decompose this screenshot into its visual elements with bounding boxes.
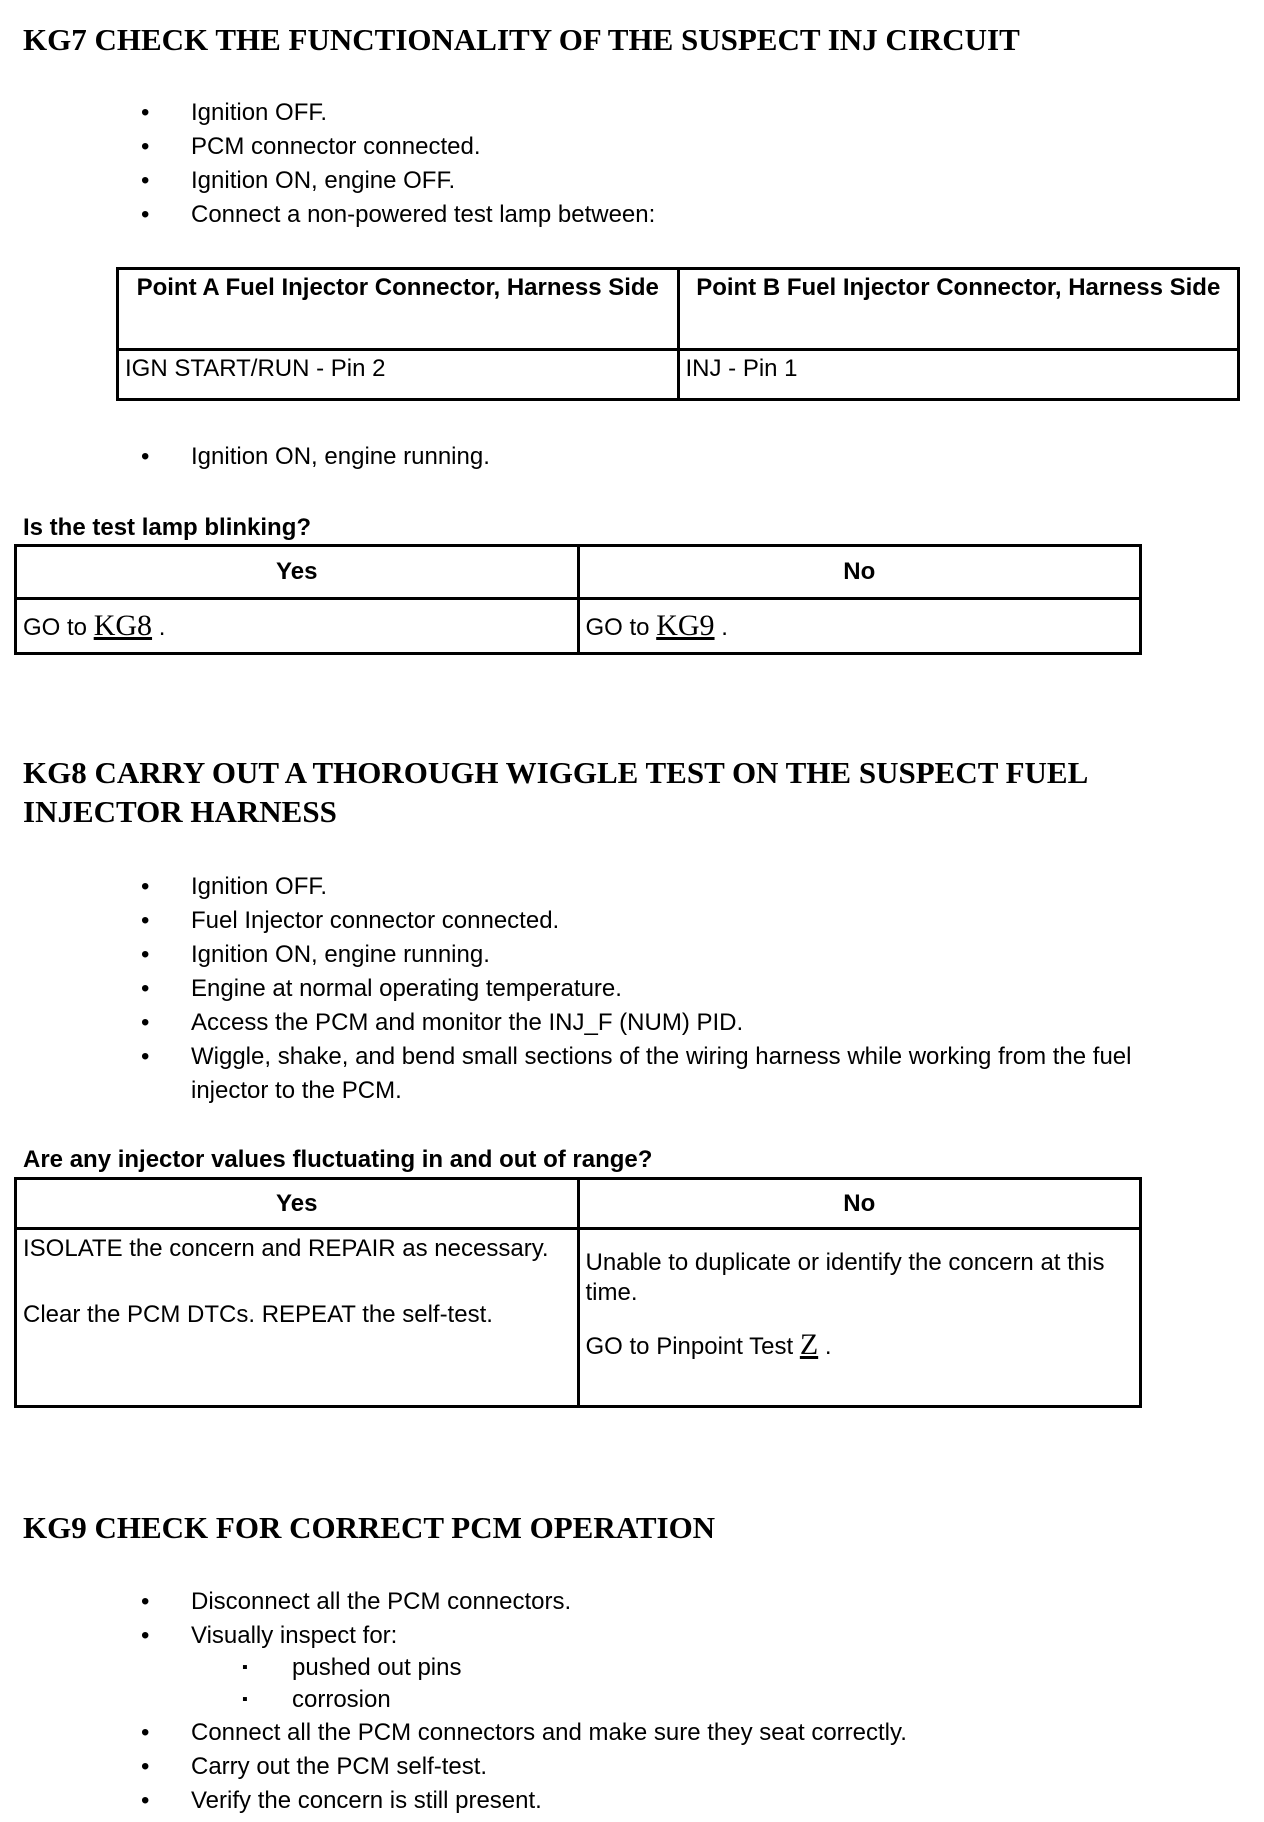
list-item: • Fuel Injector connector connected.: [0, 904, 1264, 938]
kg8-link[interactable]: KG8: [93, 609, 153, 642]
no-text: GO to: [585, 614, 650, 641]
list-item: • Visually inspect for:: [0, 1619, 1264, 1652]
point-a-header: Point A Fuel Injector Connector, Harness Side: [118, 269, 679, 350]
kg9-steps: [0, 1585, 1264, 1818]
no-header: No: [578, 1179, 1141, 1229]
yes-header: Yes: [16, 546, 579, 599]
list-item: • Ignition OFF.: [0, 870, 1264, 904]
kg7-answer-table: [14, 544, 1142, 655]
point-a-value: IGN START/RUN - Pin 2: [118, 350, 679, 400]
yes-header: Yes: [16, 1179, 579, 1229]
sub-list-item: ▪ corrosion: [0, 1684, 1264, 1716]
punct: .: [824, 1333, 832, 1360]
kg9-link[interactable]: KG9: [656, 609, 715, 642]
pinpoint-z-link[interactable]: Z: [799, 1328, 819, 1361]
list-item: • Verify the concern is still present.: [0, 1784, 1264, 1818]
kg8-answer-table: [14, 1177, 1142, 1408]
list-item: • Connect all the PCM connectors and make sure they seat correctly.: [0, 1716, 1264, 1750]
list-item: • PCM connector connected.: [0, 130, 1264, 164]
punct: .: [158, 614, 166, 641]
list-item: • Ignition ON, engine OFF.: [0, 164, 1264, 198]
kg8-heading: KG8 CARRY OUT A THOROUGH WIGGLE TEST ON THE SUSPECT FUEL INJECTOR HARNESS: [23, 755, 1087, 829]
no-header: No: [578, 546, 1141, 599]
list-item: • Ignition ON, engine running.: [0, 440, 1264, 474]
sub-list-item: ▪ pushed out pins: [0, 1652, 1264, 1684]
kg8-steps: [0, 870, 1264, 1108]
punct: .: [721, 614, 728, 641]
yes-text-2: Clear the PCM DTCs. REPEAT the self-test.: [23, 1301, 493, 1328]
no-text-2: GO to Pinpoint Test: [585, 1333, 794, 1360]
kg9-heading: KG9 CHECK FOR CORRECT PCM OPERATION: [23, 1510, 716, 1545]
kg8-question: Are any injector values fluctuating in and out of range?: [23, 1146, 653, 1173]
yes-text-1: ISOLATE the concern and REPAIR as necessary.: [23, 1235, 549, 1262]
test-lamp-table: [116, 267, 1240, 401]
list-item: • Disconnect all the PCM connectors.: [0, 1585, 1264, 1619]
kg7-steps-2: [0, 440, 1264, 474]
kg7-heading: KG7 CHECK THE FUNCTIONALITY OF THE SUSPECT INJ CIRCUIT: [23, 22, 1020, 57]
list-item: • Engine at normal operating temperature.: [0, 972, 1264, 1006]
list-item: • Ignition ON, engine running.: [0, 938, 1264, 972]
list-item: • Wiggle, shake, and bend small sections of the wiring harness while working from the fuel injector to the PCM.: [0, 1040, 1191, 1108]
point-b-header: Point B Fuel Injector Connector, Harness Side: [678, 269, 1239, 350]
yes-text: GO to: [23, 614, 88, 641]
kg7-steps: [0, 96, 1264, 232]
list-item: • Connect a non-powered test lamp between:: [0, 198, 1264, 232]
kg7-question: Is the test lamp blinking?: [23, 514, 312, 541]
no-text-1: Unable to duplicate or identify the concern at this time.: [585, 1249, 1105, 1306]
list-item: • Carry out the PCM self-test.: [0, 1750, 1264, 1784]
point-b-value: INJ - Pin 1: [678, 350, 1239, 400]
list-item: • Ignition OFF.: [0, 96, 1264, 130]
list-item: • Access the PCM and monitor the INJ_F (NUM) PID.: [0, 1006, 1264, 1040]
